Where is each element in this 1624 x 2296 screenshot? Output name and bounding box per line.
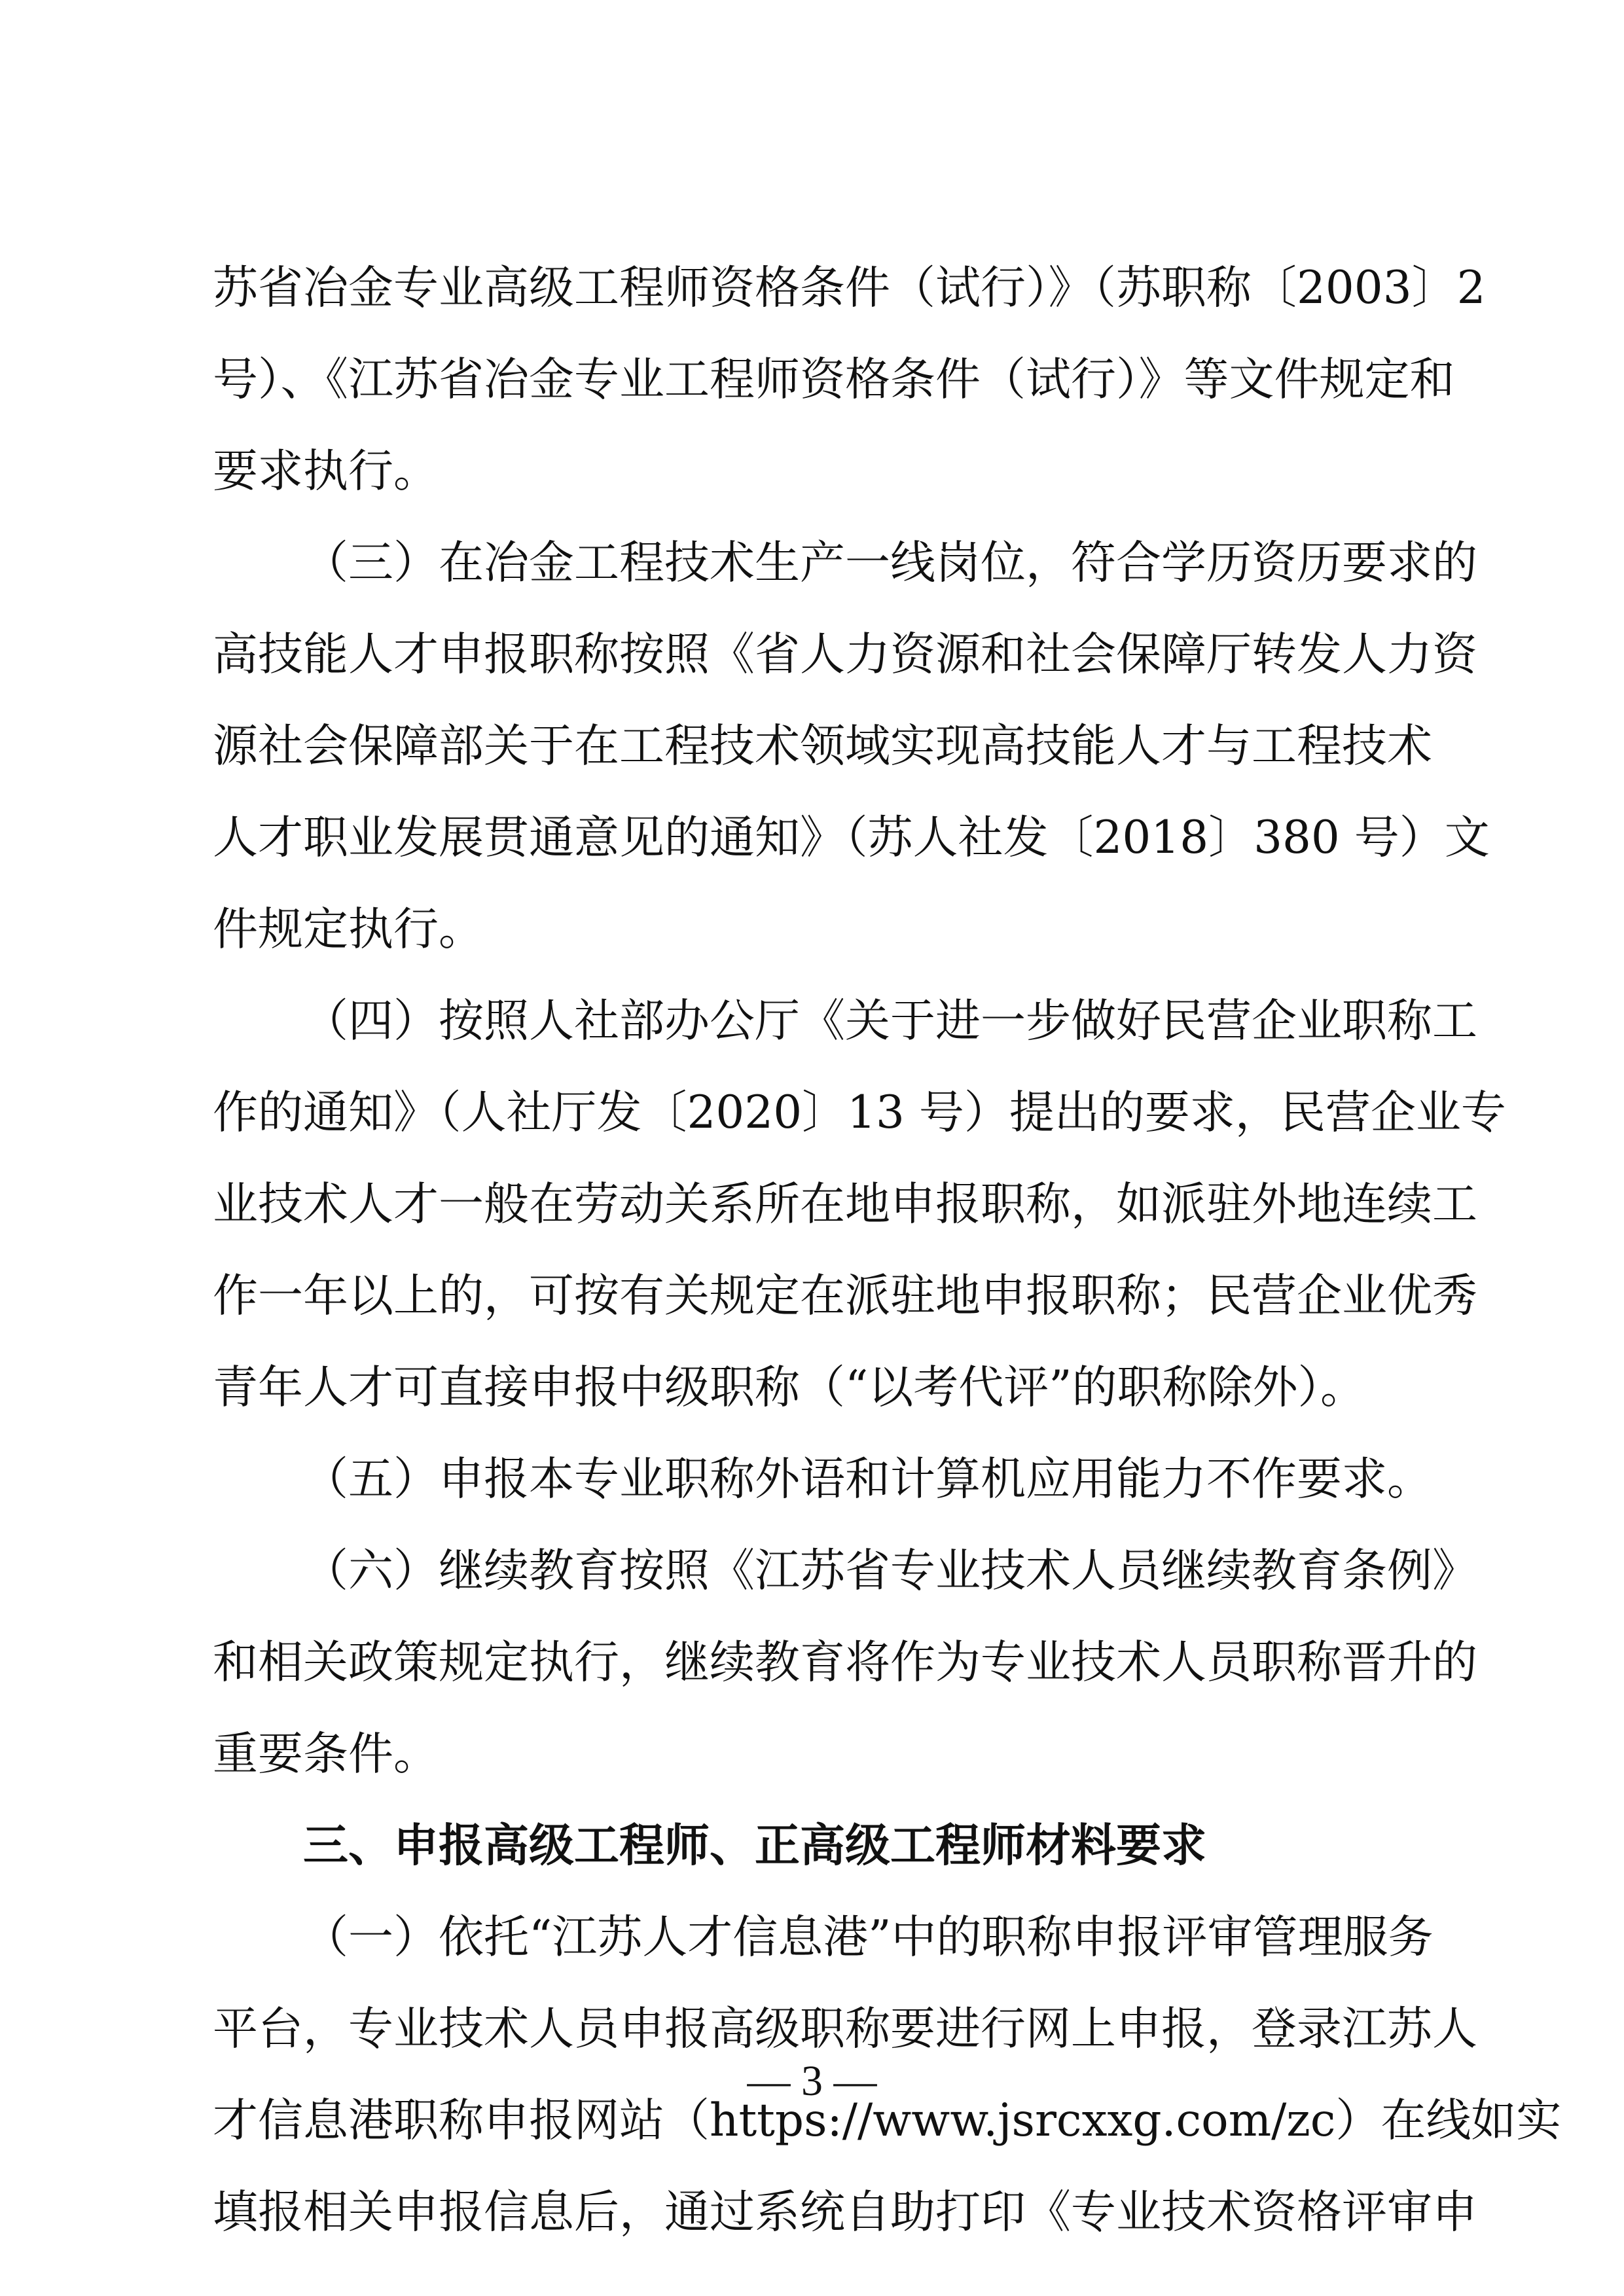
page-number: — 3 —: [747, 2057, 877, 2105]
text-line: 要求执行。: [213, 445, 439, 497]
text-line: 业技术人才一般在劳动关系所在地申报职称，如派驻外地连续工: [213, 1178, 1477, 1230]
paragraph-six-first-line: （六）继续教育按照《江苏省专业技术人员继续教育条例》: [303, 1545, 1477, 1597]
text-line: 重要条件。: [213, 1728, 439, 1780]
text-line: 苏省冶金专业高级工程师资格条件（试行）》（苏职称〔2003〕2: [213, 262, 1486, 314]
text-line: 青年人才可直接申报中级职称（“以考代评”的职称除外）。: [213, 1361, 1366, 1414]
text-line: 作一年以上的，可按有关规定在派驻地申报职称；民营企业优秀: [213, 1270, 1477, 1322]
paragraph-five: （五）申报本专业职称外语和计算机应用能力不作要求。: [303, 1453, 1432, 1505]
paragraph-four-first-line: （四）按照人社部办公厅《关于进一步做好民营企业职称工: [303, 995, 1477, 1047]
text-line: 才信息港职称申报网站（https://www.jsrcxxg.com/zc）在线如实: [213, 2094, 1562, 2147]
text-line: 高技能人才申报职称按照《省人力资源和社会保障厅转发人力资: [213, 628, 1477, 681]
text-line: 件规定执行。: [213, 903, 484, 956]
text-line: 人才职业发展贯通意见的通知》（苏人社发〔2018〕380 号）文: [213, 812, 1490, 864]
text-line: 平台，专业技术人员申报高级职称要进行网上申报，登录江苏人: [213, 2003, 1477, 2055]
text-line: 源社会保障部关于在工程技术领域实现高技能人才与工程技术: [213, 720, 1432, 772]
text-line: 作的通知》（人社厅发〔2020〕13 号）提出的要求，民营企业专: [213, 1086, 1506, 1139]
paragraph-one-first-line: （一）依托“江苏人才信息港”中的职称申报评审管理服务: [303, 1911, 1434, 1964]
text-line: 号）、《江苏省冶金专业工程师资格条件（试行）》等文件规定和: [213, 353, 1455, 406]
text-line: 和相关政策规定执行，继续教育将作为专业技术人员职称晋升的: [213, 1636, 1477, 1689]
paragraph-three-first-line: （三）在冶金工程技术生产一线岗位，符合学历资历要求的: [303, 537, 1477, 589]
text-line: 填报相关申报信息后，通过系统自助打印《专业技术资格评审申: [213, 2186, 1477, 2238]
section-heading: 三、申报高级工程师、正高级工程师材料要求: [303, 1820, 1206, 1872]
